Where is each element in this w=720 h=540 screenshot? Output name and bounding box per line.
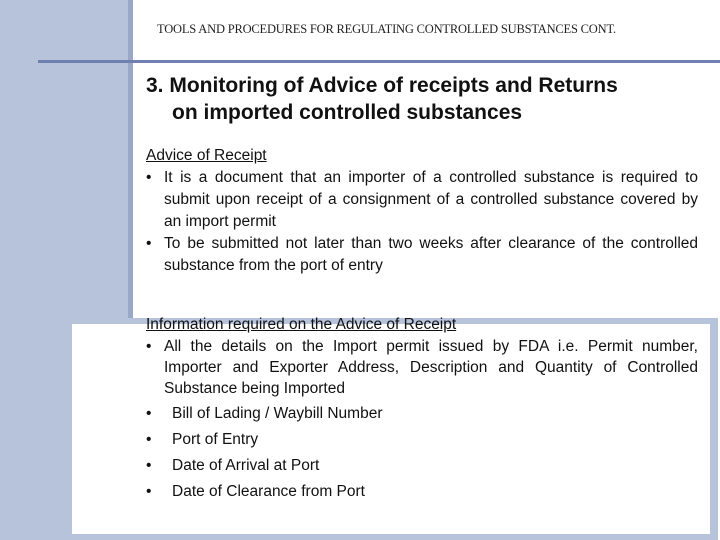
slide-header: TOOLS AND PROCEDURES FOR REGULATING CONTROLLED SUBSTANCES CONT. [157, 22, 616, 36]
list-item: • Date of Arrival at Port [146, 455, 698, 477]
list-item: • To be submitted not later than two weeks after clearance of the controlled substance from the port of entry [146, 233, 698, 277]
title-line-1: 3. Monitoring of Advice of receipts and Returns [146, 74, 618, 97]
list-item: • All the details on the Import permit issued by FDA i.e. Permit number, Importer and Exporter Address, Description and Quantity of Controlled Substance being Imported [146, 336, 698, 399]
list-item: • It is a document that an importer of a controlled substance is required to submit upon receipt of a consignment of a controlled substance covered by an import permit [146, 167, 698, 233]
header-rule-overlay [133, 60, 720, 63]
section-heading: Advice of Receipt [146, 147, 267, 164]
section-heading: Information required on the Advice of Receipt [146, 316, 457, 333]
title-line-2: on imported controlled substances [172, 101, 523, 124]
information-required-section [146, 314, 698, 503]
list-item: • Port of Entry [146, 429, 698, 451]
list-item: • Date of Clearance from Port [146, 481, 698, 503]
advice-of-receipt-section [146, 145, 698, 277]
list-item: • Bill of Lading / Waybill Number [146, 403, 698, 425]
slide-title [146, 72, 706, 126]
